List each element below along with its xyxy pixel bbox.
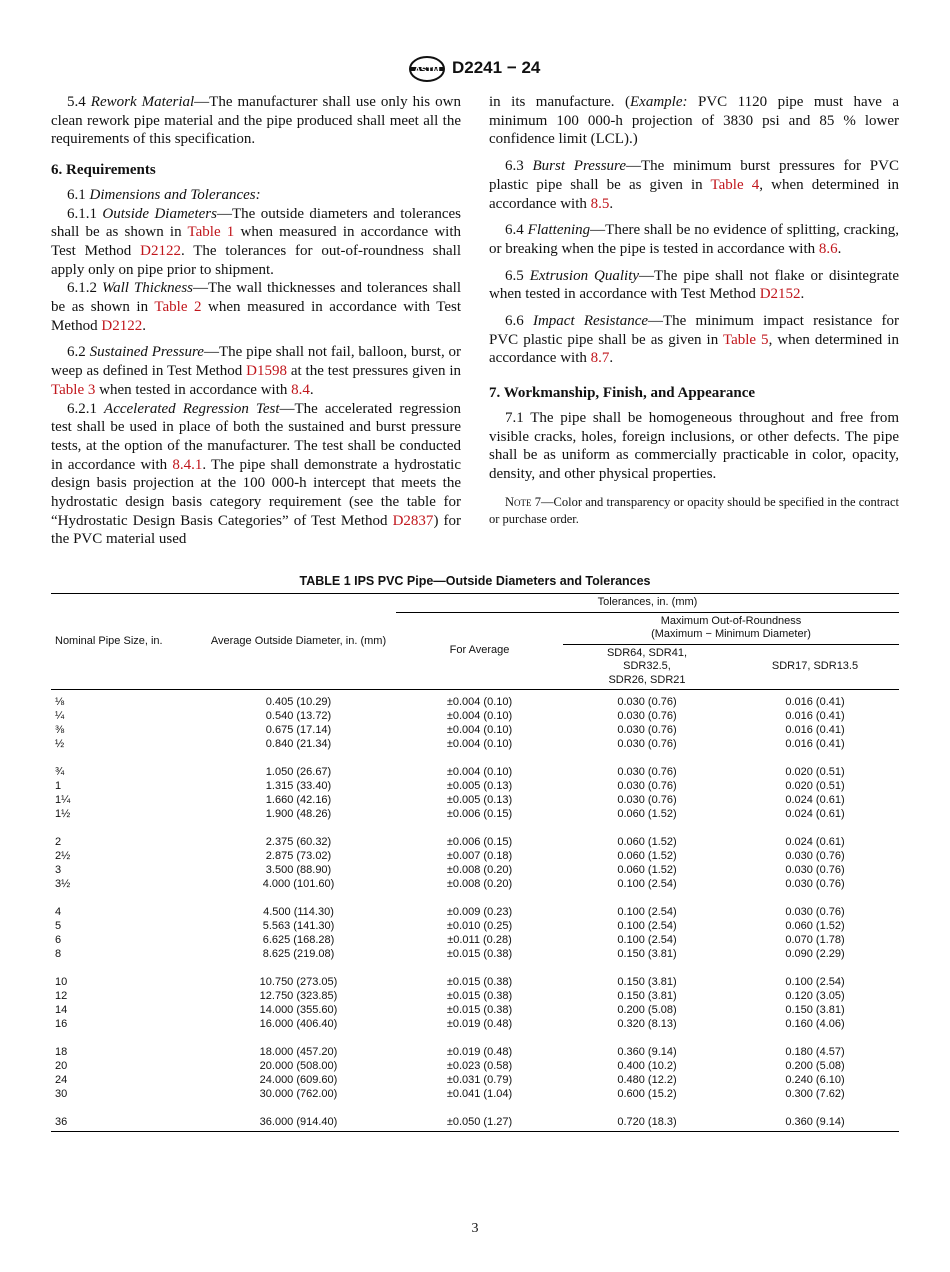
header-nominal-size: Nominal Pipe Size, in. [51, 594, 201, 690]
cell-oor-sdr-b: 0.240 (6.10) [785, 1074, 845, 1086]
table-row [51, 751, 899, 779]
cell-oor-sdr-b: 0.016 (0.41) [785, 710, 845, 722]
cell-tolerance: ±0.005 (0.13) [446, 780, 513, 792]
ref-8-5-link[interactable]: 8.5 [590, 195, 610, 212]
cell-oor-sdr-b: 0.180 (4.57) [785, 1046, 845, 1058]
cell-oor-sdr-b: 0.020 (0.51) [785, 766, 845, 778]
ref-d2122-link[interactable]: D2122 [140, 242, 181, 259]
cell-oor-sdr-a: 0.060 (1.52) [617, 864, 677, 876]
para-5-4: 5.4 Rework Material—The manufacturer shall use only his own clean rework pipe material and the pipe produced shall meet all the requirements of this specification. [51, 94, 461, 148]
cell-oor-sdr-a: 0.150 (3.81) [617, 990, 677, 1002]
table-row [51, 877, 899, 891]
cell-nominal-size: ⅜ [55, 724, 65, 736]
ref-table-1-link[interactable]: Table 1 [187, 224, 235, 241]
cell-oor-sdr-b: 0.100 (2.54) [785, 976, 845, 988]
cell-nominal-size: 20 [55, 1060, 68, 1072]
table-row [51, 919, 899, 933]
note-7: Note 7—Color and transparency or opacity should be specified in the contract or purchase order. [489, 494, 899, 526]
cell-oor-sdr-a: 0.030 (0.76) [617, 696, 677, 708]
table-row [51, 807, 899, 821]
cell-oor-sdr-a: 0.100 (2.54) [617, 906, 677, 918]
cell-tolerance: ±0.004 (0.10) [446, 710, 513, 722]
cell-tolerance: ±0.015 (0.38) [446, 990, 513, 1002]
cell-oor-sdr-a: 0.060 (1.52) [617, 836, 677, 848]
cell-oor-sdr-a: 0.480 (12.2) [617, 1074, 677, 1086]
cell-tolerance: ±0.008 (0.20) [446, 878, 513, 890]
para-6-1: 6.1 Dimensions and Tolerances: [67, 186, 261, 203]
cell-oor-sdr-a: 0.060 (1.52) [617, 808, 677, 820]
cell-avg-od: 10.750 (273.05) [259, 976, 338, 988]
cell-nominal-size: 8 [55, 948, 62, 960]
cell-avg-od: 2.375 (60.32) [265, 836, 332, 848]
cell-oor-sdr-a: 0.150 (3.81) [617, 976, 677, 988]
ref-table-4-link[interactable]: Table 4 [710, 176, 760, 193]
cell-avg-od: 20.000 (508.00) [259, 1060, 338, 1072]
para-6-2-1: 6.2.1 Accelerated Regression Test—The accelerated regression test shall be used in place of both the sustained and burst pressure tests, at the option of the manufacturer. The test shall be conducted in accordance with 8.4.1. The pipe shall demonstrate a hydrostatic design basis projection at the 100 000-h intercept that meets the hydrostatic design basis category requirement (see the table for “Hydrostatic Design Basis Categories” of Test Method D2837) for the PVC material used [51, 400, 461, 548]
ref-d2837-link[interactable]: D2837 [392, 512, 434, 529]
cell-avg-od: 16.000 (406.40) [259, 1018, 338, 1030]
header-tolerances: Tolerances, in. (mm) [396, 594, 899, 613]
cell-oor-sdr-a: 0.100 (2.54) [617, 920, 677, 932]
cell-tolerance: ±0.031 (0.79) [446, 1074, 513, 1086]
astm-logo-icon [408, 56, 446, 82]
cell-tolerance: ±0.004 (0.10) [446, 724, 513, 736]
cell-tolerance: ±0.006 (0.15) [446, 836, 513, 848]
table-row [51, 779, 899, 793]
cell-oor-sdr-b: 0.060 (1.52) [785, 920, 845, 932]
ref-d2122-link[interactable]: D2122 [101, 317, 143, 334]
cell-tolerance: ±0.006 (0.15) [446, 808, 513, 820]
cell-nominal-size: 12 [55, 990, 68, 1002]
cell-avg-od: 36.000 (914.40) [201, 1101, 396, 1132]
para-6-6: 6.6 Impact Resistance—The minimum impact resistance for PVC plastic pipe shall be as given in Table 5, when determined in accordance with 8.7. [489, 313, 900, 367]
table-row [51, 690, 899, 710]
table-row [51, 961, 899, 989]
cell-nominal-size: 24 [55, 1074, 68, 1086]
cell-oor-sdr-b: 0.030 (0.76) [785, 864, 845, 876]
cell-avg-od: 6.625 (168.28) [262, 934, 335, 946]
header-for-average: For Average [396, 612, 563, 690]
ref-d1598-link[interactable]: D1598 [246, 363, 287, 380]
header-avg-od: Average Outside Diameter, in. (mm) [201, 594, 396, 690]
cell-avg-od: 8.625 (219.08) [262, 948, 335, 960]
cell-tolerance: ±0.004 (0.10) [446, 738, 513, 750]
header-max-out-of-roundness [563, 612, 899, 644]
table-row [51, 891, 899, 919]
cell-tolerance: ±0.015 (0.38) [446, 948, 513, 960]
cell-nominal-size: ¾ [55, 766, 65, 778]
cell-tolerance: ±0.004 (0.10) [446, 766, 513, 778]
cell-nominal-size: 5 [55, 920, 62, 932]
cell-nominal-size: 2½ [55, 850, 71, 862]
cell-nominal-size: 3½ [55, 878, 71, 890]
cell-oor-sdr-a: 0.030 (0.76) [617, 794, 677, 806]
ref-8-4-link[interactable]: 8.4 [291, 381, 310, 398]
table-row [51, 933, 899, 947]
table-row [51, 793, 899, 807]
header-max-oor-label: Maximum Out-of-Roundness [660, 614, 802, 627]
cell-oor-sdr-b: 0.030 (0.76) [785, 906, 845, 918]
para-7-1: 7.1 The pipe shall be homogeneous throughout and free from visible cracks, holes, foreign inclusions, or other defects. The pipe shall be as uniform as commercially practicable in color, opacity, density, and other physical properties. [489, 409, 899, 482]
cell-oor-sdr-a: 0.360 (9.14) [617, 1046, 677, 1058]
header-sdr-group-b: SDR17, SDR13.5 [731, 644, 899, 690]
para-6-4: 6.4 Flattening—There shall be no evidence of splitting, cracking, or breaking when the pipe is tested in accordance with 8.6. [489, 222, 899, 257]
para-6-1-2: 6.1.2 Wall Thickness—The wall thicknesses and tolerances shall be as shown in Table 2 when measured in accordance with Test Method D2122. [51, 280, 461, 334]
cell-avg-od: 0.675 (17.14) [265, 724, 332, 736]
cell-oor-sdr-a: 0.100 (2.54) [617, 934, 677, 946]
cell-avg-od: 14.000 (355.60) [259, 1004, 338, 1016]
document-designation: D2241 − 24 [452, 58, 541, 77]
cell-tolerance: ±0.007 (0.18) [446, 850, 513, 862]
ref-table-2-link[interactable]: Table 2 [154, 299, 202, 316]
header-sdr-group-a: SDR64, SDR41, SDR32.5, SDR26, SDR21 [563, 644, 731, 690]
cell-oor-sdr-b: 0.120 (3.05) [785, 990, 845, 1002]
cell-tolerance: ±0.019 (0.48) [446, 1018, 513, 1030]
cell-oor-sdr-b: 0.160 (4.06) [785, 1018, 845, 1030]
cell-oor-sdr-b: 0.090 (2.29) [785, 948, 845, 960]
cell-avg-od: 1.315 (33.40) [265, 780, 332, 792]
cell-avg-od: 0.840 (21.34) [265, 738, 332, 750]
table-row [51, 1059, 899, 1073]
cell-nominal-size: 1½ [55, 808, 71, 820]
cell-avg-od: 4.500 (114.30) [263, 906, 334, 918]
cell-oor-sdr-a: 0.100 (2.54) [617, 878, 677, 890]
cell-nominal-size: 30 [55, 1088, 68, 1100]
cell-oor-sdr-a: 0.030 (0.76) [617, 724, 677, 736]
ref-8-7-link[interactable]: 8.7 [590, 350, 610, 367]
table-row [51, 1031, 899, 1059]
para-6-5: 6.5 Extrusion Quality—The pipe shall not flake or disintegrate when tested in accordance with Test Method D2152. [489, 267, 900, 303]
cell-avg-od: 30.000 (762.00) [259, 1088, 338, 1100]
cell-oor-sdr-b: 0.024 (0.61) [785, 836, 845, 848]
cell-nominal-size: 18 [55, 1046, 68, 1058]
cell-tolerance: ±0.009 (0.23) [446, 906, 513, 918]
cell-oor-sdr-a: 0.030 (0.76) [617, 780, 677, 792]
ref-8-4-1-link[interactable]: 8.4.1 [172, 456, 203, 473]
cell-avg-od: 1.900 (48.26) [265, 808, 332, 820]
table-row [51, 849, 899, 863]
cell-oor-sdr-a: 0.400 (10.2) [617, 1060, 677, 1072]
right-column [489, 93, 899, 528]
para-6-3: 6.3 Burst Pressure—The minimum burst pressures for PVC plastic pipe shall be as given in Table 4, when determined in accordance with 8.5. [489, 158, 899, 212]
cell-oor-sdr-b: 0.360 (9.14) [731, 1101, 899, 1132]
table-row [51, 989, 899, 1003]
table-row [51, 723, 899, 737]
cell-oor-sdr-a: 0.200 (5.08) [617, 1004, 677, 1016]
cell-oor-sdr-b: 0.030 (0.76) [785, 878, 845, 890]
cell-oor-sdr-a: 0.320 (8.13) [617, 1018, 677, 1030]
cell-avg-od: 24.000 (609.60) [259, 1074, 338, 1086]
cell-avg-od: 12.750 (323.85) [259, 990, 338, 1002]
cell-nominal-size: 10 [55, 976, 68, 988]
cell-nominal-size: 2 [55, 836, 62, 848]
cell-tolerance: ±0.008 (0.20) [446, 864, 513, 876]
cell-oor-sdr-b: 0.016 (0.41) [785, 696, 845, 708]
cell-tolerance: ±0.023 (0.58) [446, 1060, 513, 1072]
cell-nominal-size: 4 [55, 906, 62, 918]
cell-tolerance: ±0.010 (0.25) [446, 920, 513, 932]
table-row [51, 709, 899, 723]
cell-tolerance: ±0.011 (0.28) [447, 934, 512, 946]
ref-d2152-link[interactable]: D2152 [759, 286, 801, 303]
cell-oor-sdr-a: 0.030 (0.76) [617, 710, 677, 722]
cell-oor-sdr-b: 0.016 (0.41) [785, 724, 845, 736]
cell-nominal-size: 16 [55, 1018, 68, 1030]
cell-avg-od: 0.405 (10.29) [265, 696, 332, 708]
cell-oor-sdr-b: 0.016 (0.41) [785, 738, 845, 750]
cell-nominal-size: 36 [51, 1101, 201, 1132]
cell-avg-od: 5.563 (141.30) [262, 920, 335, 932]
cell-tolerance: ±0.019 (0.48) [446, 1046, 513, 1058]
cell-oor-sdr-b: 0.030 (0.76) [785, 850, 845, 862]
left-column [51, 93, 461, 549]
cell-tolerance: ±0.041 (1.04) [446, 1088, 513, 1100]
cell-nominal-size: 1 [55, 780, 62, 792]
para-6-2: 6.2 Sustained Pressure—The pipe shall not fail, balloon, burst, or weep as defined in Test Method D1598 at the test pressures given in Table 3 when tested in accordance with 8.4. [51, 344, 462, 398]
cell-avg-od: 2.875 (73.02) [265, 850, 332, 862]
cell-oor-sdr-a: 0.150 (3.81) [617, 948, 677, 960]
cell-oor-sdr-b: 0.024 (0.61) [785, 808, 845, 820]
cell-oor-sdr-b: 0.300 (7.62) [785, 1088, 845, 1100]
table-row [51, 737, 899, 751]
page-header [0, 56, 950, 84]
cell-oor-sdr-b: 0.070 (1.78) [785, 934, 845, 946]
table-1 [51, 593, 899, 1132]
cell-nominal-size: ½ [55, 738, 65, 750]
cell-avg-od: 3.500 (88.90) [265, 864, 332, 876]
cell-avg-od: 0.540 (13.72) [265, 710, 332, 722]
cell-nominal-size: ¼ [55, 710, 65, 722]
cell-oor-sdr-a: 0.600 (15.2) [617, 1088, 677, 1100]
header-max-oor-sub: (Maximum − Minimum Diameter) [651, 628, 811, 640]
cell-oor-sdr-b: 0.200 (5.08) [785, 1060, 845, 1072]
section-7-heading: 7. Workmanship, Finish, and Appearance [489, 385, 756, 402]
para-6-2-1-continued: in its manufacture. (Example: PVC 1120 pipe must have a minimum 100 000-h projection of 3830 psi and 85 % lower confidence limit (LCL).) [489, 94, 899, 148]
para-6-1-1: 6.1.1 Outside Diameters—The outside diameters and tolerances shall be as shown in Table 1 when measured in accordance with Test Method D2122. The tolerances for out-of-roundness shall apply only on pipe prior to shipment. [51, 205, 461, 278]
table-row [51, 947, 899, 961]
cell-tolerance: ±0.015 (0.38) [446, 1004, 513, 1016]
page-number: 3 [471, 1221, 479, 1236]
table-1-body [51, 690, 899, 1132]
cell-nominal-size: 1¼ [55, 794, 71, 806]
table-row [51, 1087, 899, 1101]
cell-oor-sdr-a: 0.030 (0.76) [617, 766, 677, 778]
cell-oor-sdr-a: 0.720 (18.3) [563, 1101, 731, 1132]
ref-8-6-link[interactable]: 8.6 [818, 240, 838, 257]
cell-avg-od: 1.050 (26.67) [265, 766, 332, 778]
cell-tolerance: ±0.050 (1.27) [396, 1101, 563, 1132]
section-6-heading: 6. Requirements [51, 162, 156, 179]
cell-oor-sdr-b: 0.020 (0.51) [785, 780, 845, 792]
table-row [51, 1101, 899, 1132]
table-row [51, 863, 899, 877]
ref-table-5-link[interactable]: Table 5 [722, 331, 769, 348]
cell-nominal-size: ⅛ [55, 696, 65, 708]
cell-tolerance: ±0.015 (0.38) [446, 976, 513, 988]
cell-avg-od: 4.000 (101.60) [262, 878, 335, 890]
cell-nominal-size: 6 [55, 934, 62, 946]
cell-avg-od: 18.000 (457.20) [259, 1046, 338, 1058]
table-1-title: TABLE 1 IPS PVC Pipe—Outside Diameters and Tolerances [299, 574, 651, 588]
table-row [51, 1003, 899, 1017]
svg-text:ASTM: ASTM [414, 65, 440, 75]
table-row [51, 1073, 899, 1087]
cell-tolerance: ±0.005 (0.13) [446, 794, 513, 806]
cell-oor-sdr-a: 0.060 (1.52) [617, 850, 677, 862]
cell-oor-sdr-b: 0.150 (3.81) [785, 1004, 845, 1016]
cell-oor-sdr-a: 0.030 (0.76) [617, 738, 677, 750]
table-row [51, 821, 899, 849]
ref-table-3-link[interactable]: Table 3 [51, 381, 96, 398]
cell-nominal-size: 3 [55, 864, 62, 876]
cell-tolerance: ±0.004 (0.10) [446, 696, 513, 708]
table-row [51, 1017, 899, 1031]
cell-oor-sdr-b: 0.024 (0.61) [785, 794, 845, 806]
cell-avg-od: 1.660 (42.16) [265, 794, 332, 806]
cell-nominal-size: 14 [55, 1004, 68, 1016]
